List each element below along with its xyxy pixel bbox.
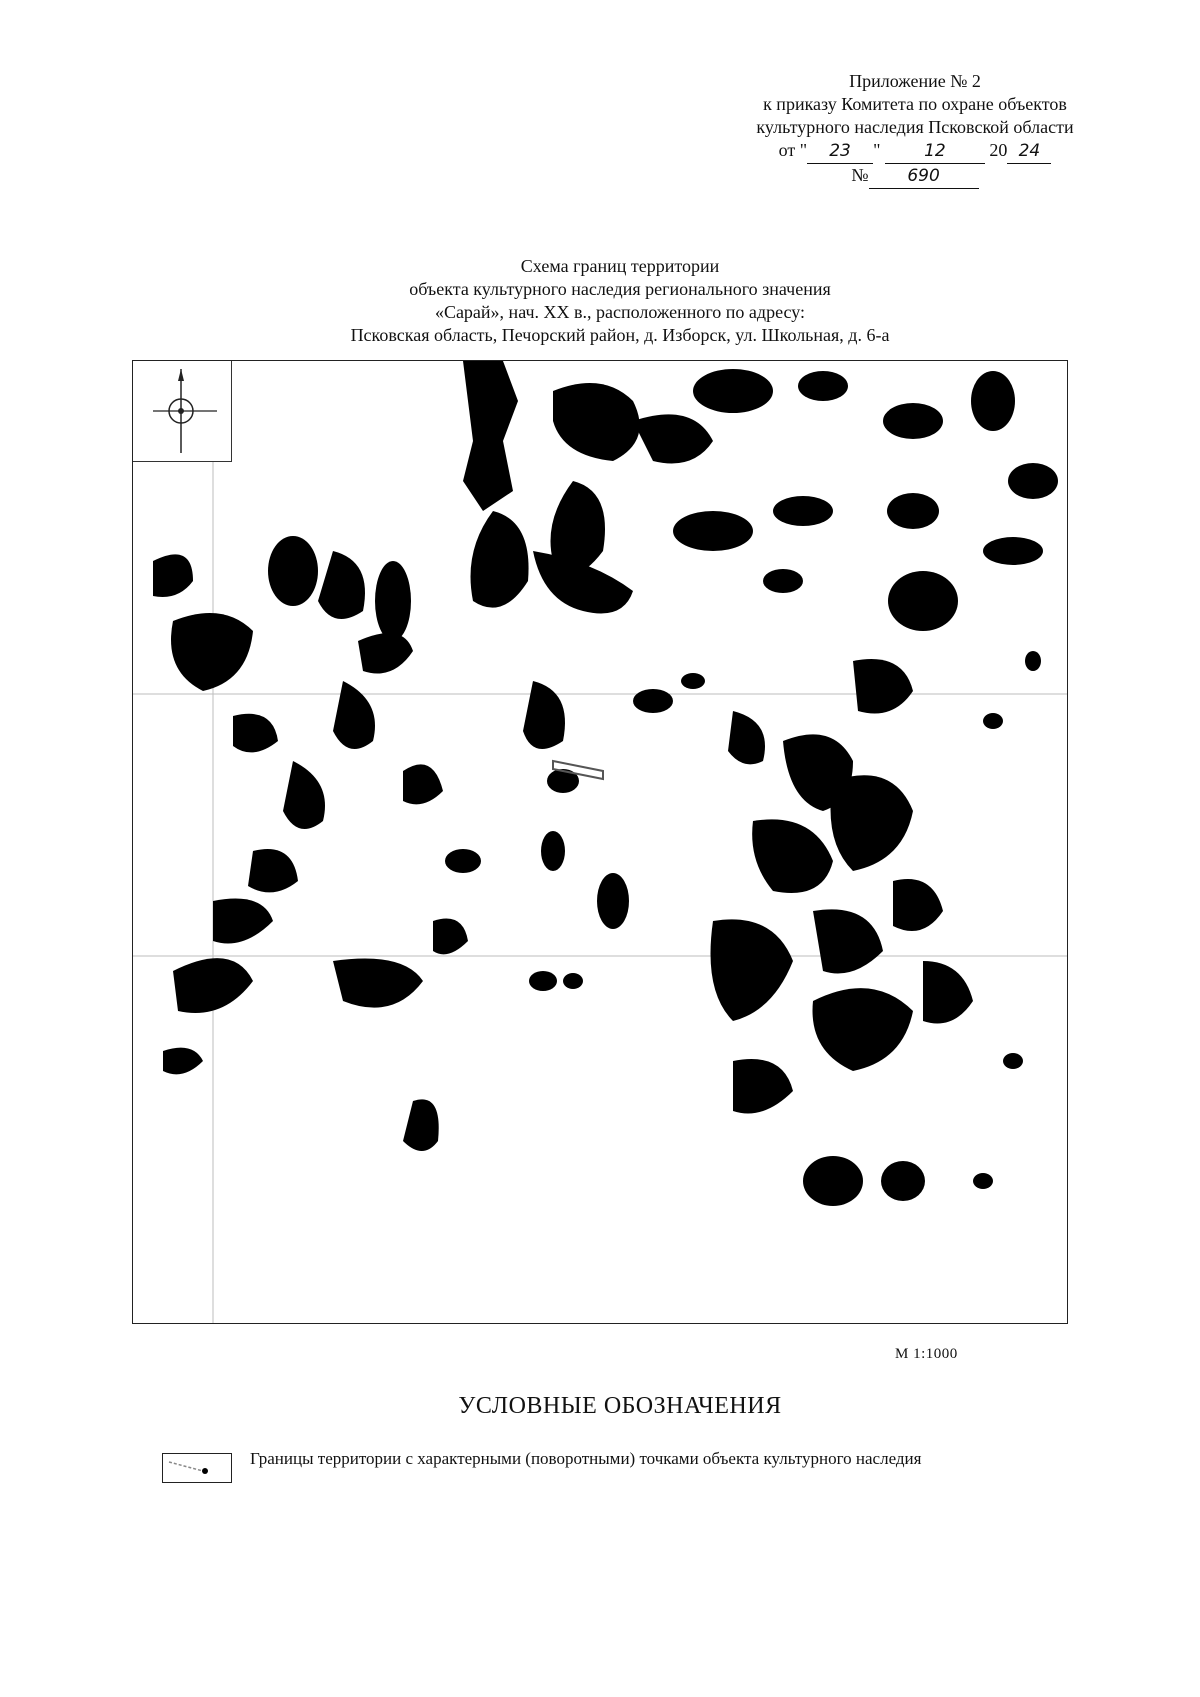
legend-label: Границы территории с характерными (поворотными) точками объекта культурного наследия bbox=[250, 1449, 922, 1468]
territory-map bbox=[132, 360, 1068, 1324]
boundary-point-icon bbox=[163, 1454, 230, 1481]
order-number: 690 bbox=[869, 165, 979, 189]
compass-box bbox=[133, 361, 232, 462]
committee-name: культурного наследия Псковской области bbox=[756, 117, 1074, 137]
title-line-2: объекта культурного наследия регионального значения bbox=[409, 279, 831, 299]
scheme-title bbox=[200, 255, 1040, 347]
document-header bbox=[700, 70, 1130, 189]
legend-item bbox=[162, 1450, 1062, 1490]
appendix-number: Приложение № 2 bbox=[849, 71, 981, 91]
title-line-4: Псковская область, Печорский район, д. Изборск, ул. Школьная, д. 6-а bbox=[350, 325, 890, 345]
order-date: от " 23 " 12 20 24 bbox=[700, 139, 1130, 164]
legend-title: УСЛОВНЫЕ ОБОЗНАЧЕНИЯ bbox=[458, 1393, 782, 1419]
order-year: 24 bbox=[1007, 140, 1051, 164]
map-imagery bbox=[133, 361, 1068, 1324]
order-number-line: № 690 bbox=[700, 164, 1130, 189]
title-line-3: «Сарай», нач. XX в., расположенного по адресу: bbox=[434, 302, 806, 322]
order-month: 12 bbox=[885, 140, 985, 164]
title-line-1: Схема границ территории bbox=[520, 256, 720, 276]
order-reference: к приказу Комитета по охране объектов bbox=[763, 94, 1067, 114]
compass-north-arrow-icon bbox=[133, 361, 231, 461]
order-day: 23 bbox=[807, 140, 873, 164]
legend-symbol bbox=[162, 1453, 232, 1483]
map-scale: М 1:1000 bbox=[895, 1346, 958, 1362]
